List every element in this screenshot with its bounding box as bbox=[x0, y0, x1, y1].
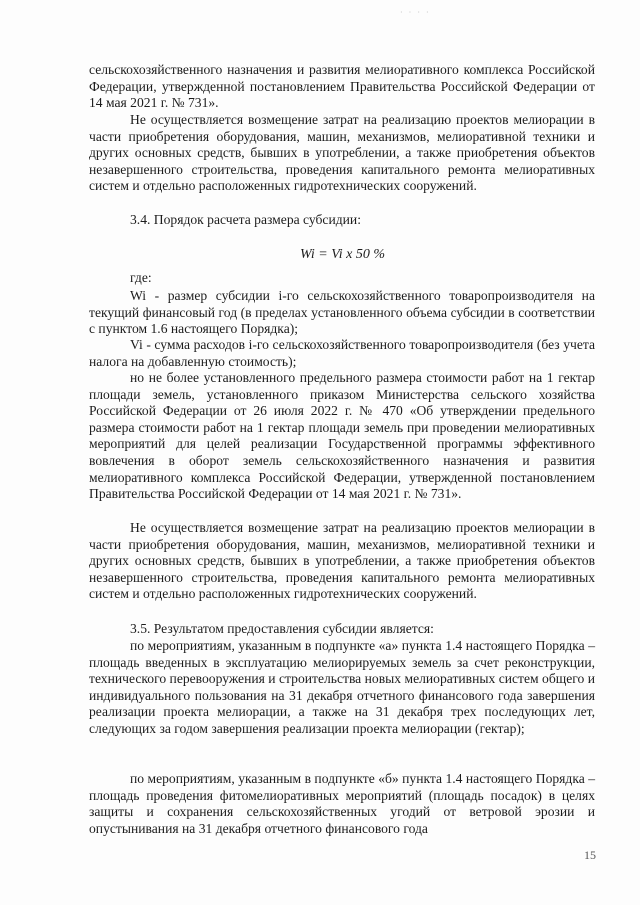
paragraph-continuation: сельскохозяйственного назначения и развития мелиоративного комплекса Российской Федерации, утвержденной постановлением Правительства Российской Федерации от 14 мая 2021 г. № 731». bbox=[89, 62, 595, 111]
paragraph-vi-definition: Vi - сумма расходов i-го сельскохозяйственного товаропроизводителя (без учета налога на добавленную стоимость); bbox=[89, 337, 595, 369]
paragraph-exclusion-1: Не осуществляется возмещение затрат на реализацию проектов мелиорации в части приобретения оборудования, машин, механизмов, мелиоративной техники и других основных средств, бывших в употреблении, а также приобретения объектов незавершенного строительства, проведения капитального ремонта мелиоративных систем и отдельно расположенных гидротехнических сооружений. bbox=[89, 112, 595, 194]
scan-mark: · · · · bbox=[400, 8, 431, 17]
paragraph-3-4-heading: 3.4. Порядок расчета размера субсидии: bbox=[130, 212, 361, 227]
paragraph-result-b: по мероприятиям, указанным в подпункте «б» пункта 1.4 настоящего Порядка – площадь проведения фитомелиоративных мероприятий (площадь посадок) в целях защиты и сохранения сельскохозяйственных угодий от ветровой эрозии и опустынивания на 31 декабря отчетного финансового года bbox=[89, 771, 595, 836]
paragraph-3-5-heading: 3.5. Результатом предоставления субсидии является: bbox=[130, 621, 434, 636]
paragraph-wi-definition: Wi - размер субсидии i-го сельскохозяйственного товаропроизводителя на текущий финансовый год (в пределах установленного объема субсидии в соответствии с пунктом 1.6 настоящего Порядка); bbox=[89, 288, 595, 337]
paragraph-exclusion-2: Не осуществляется возмещение затрат на реализацию проектов мелиорации в части приобретения оборудования, машин, механизмов, мелиоративной техники и других основных средств, бывших в употреблении, а также приобретения объектов незавершенного строительства, проведения капитального ремонта мелиоративных систем и отдельно расположенных гидротехнических сооружений. bbox=[89, 520, 595, 602]
page-number: 15 bbox=[584, 848, 596, 862]
paragraph-where: где: bbox=[130, 270, 152, 285]
subsidy-formula: Wi = Vi x 50 % bbox=[300, 247, 386, 262]
paragraph-result-a: по мероприятиям, указанным в подпункте «а» пункта 1.4 настоящего Порядка – площадь введенных в эксплуатацию мелиорируемых земель за счет реконструкции, технического перевооружения и строительства новых мелиоративных систем общего и индивидуального пользования на 31 декабря отчетного финансового года завершения реализации проекта мелиорации, а также на 31 декабря трех последующих лет, следующих за годом завершения реализации проекта мелиорации (гектар); bbox=[89, 638, 595, 736]
paragraph-max-cost: но не более установленного предельного размера стоимости работ на 1 гектар площади земель, установленного приказом Министерства сельского хозяйства Российской Федерации от 26 июля 2022 г. № 470 «Об утверждении предельного размера стоимости работ на 1 гектар площади земель при проведении мелиоративных мероприятий для целей реализации Государственной программы эффективного вовлечения в оборот земель сельскохозяйственного назначения и развития мелиоративного комплекса Российской Федерации, утвержденной постановлением Правительства Российской Федерации от 14 мая 2021 г. № 731». bbox=[89, 370, 595, 502]
